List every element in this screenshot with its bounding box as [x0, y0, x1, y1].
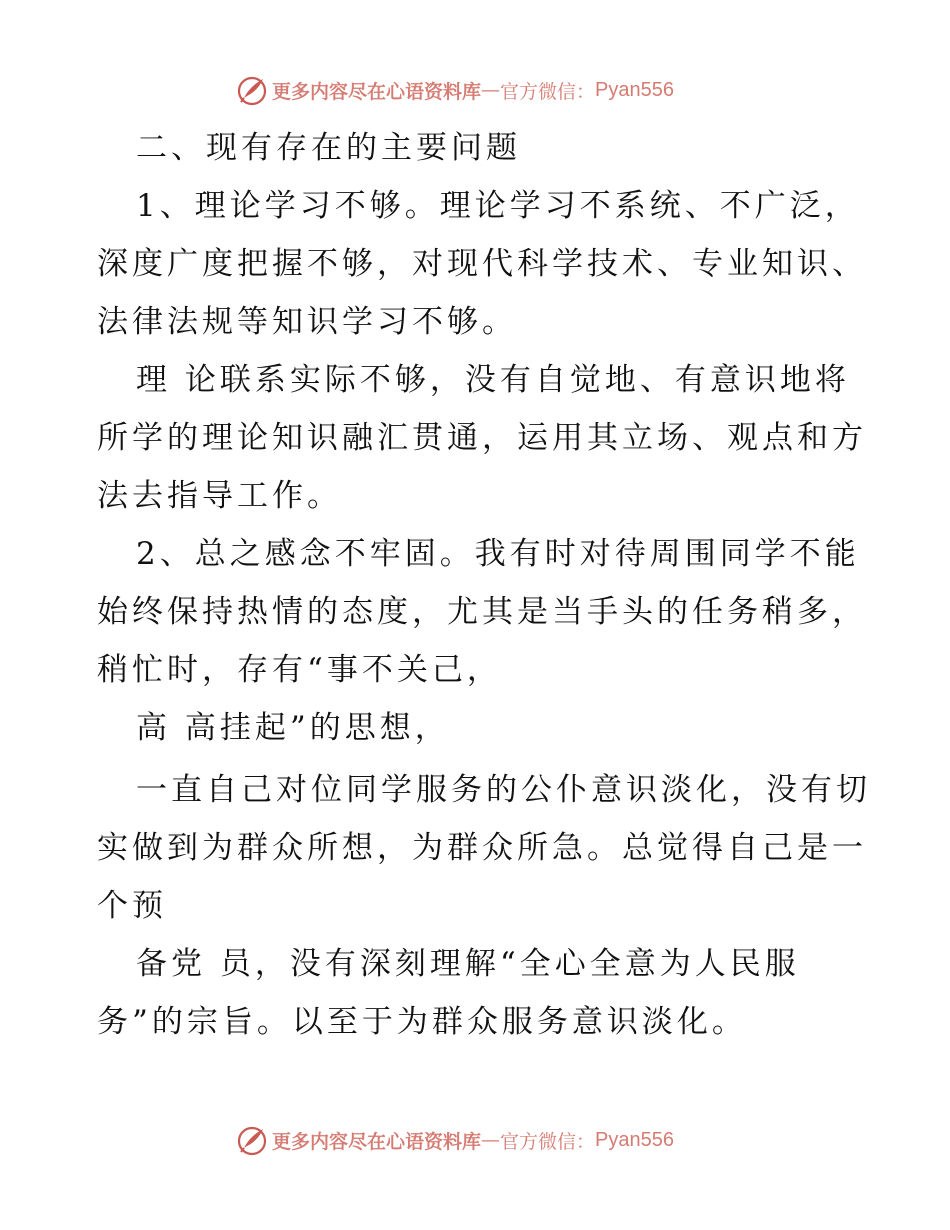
- paragraph-line: 所学的理论知识融汇贯通，运用其立场、观点和方: [97, 420, 867, 456]
- quill-logo-icon: [236, 1124, 268, 1156]
- paragraph-line: 始终保持热情的态度，尤其是当手头的任务稍多，: [97, 594, 867, 630]
- watermark-separator: —: [481, 1129, 501, 1151]
- paragraph-line: 务”的宗旨。以至于为群众服务意识淡化。: [97, 1004, 747, 1040]
- header-watermark: [236, 73, 674, 107]
- paragraph-line: 个预: [97, 888, 167, 924]
- paragraph-line: 理 论联系实际不够，没有自觉地、有意识地将: [136, 362, 850, 398]
- quill-logo-icon: [236, 74, 268, 106]
- watermark-wechat-id: Pyan556: [595, 78, 674, 101]
- paragraph-line: 一直自己对位同学服务的公仆意识淡化，没有切: [136, 772, 871, 808]
- paragraph-line: 1、理论学习不够。理论学习不系统、不广泛，: [136, 188, 860, 224]
- watermark-separator: —: [481, 79, 501, 101]
- watermark-wechat-label: 官方微信：: [500, 1130, 596, 1153]
- paragraph-line: 深度广度把握不够，对现代科学技术、专业知识、: [97, 246, 867, 282]
- watermark-wechat-id: Pyan556: [595, 1128, 674, 1151]
- paragraph-line: 2、总之感念不牢固。我有时对待周围同学不能: [136, 536, 860, 572]
- watermark-brand: 更多内容尽在心语资料库: [272, 80, 482, 103]
- paragraph-line: 法律法规等知识学习不够。: [97, 304, 517, 340]
- paragraph-line: 实做到为群众所想，为群众所急。总觉得自己是一: [97, 830, 867, 866]
- paragraph-line: 法去指导工作。: [97, 478, 342, 514]
- paragraph-line: 高 高挂起”的思想，: [136, 710, 450, 746]
- watermark-wechat-label: 官方微信：: [500, 80, 596, 103]
- watermark-brand: 更多内容尽在心语资料库: [272, 1130, 482, 1153]
- footer-watermark: [236, 1123, 674, 1157]
- paragraph-line: 稍忙时，存有“事不关己，: [97, 652, 502, 688]
- section-heading: 二、现有存在的主要问题: [136, 130, 521, 166]
- paragraph-line: 备党 员，没有深刻理解“全心全意为人民服: [136, 946, 800, 982]
